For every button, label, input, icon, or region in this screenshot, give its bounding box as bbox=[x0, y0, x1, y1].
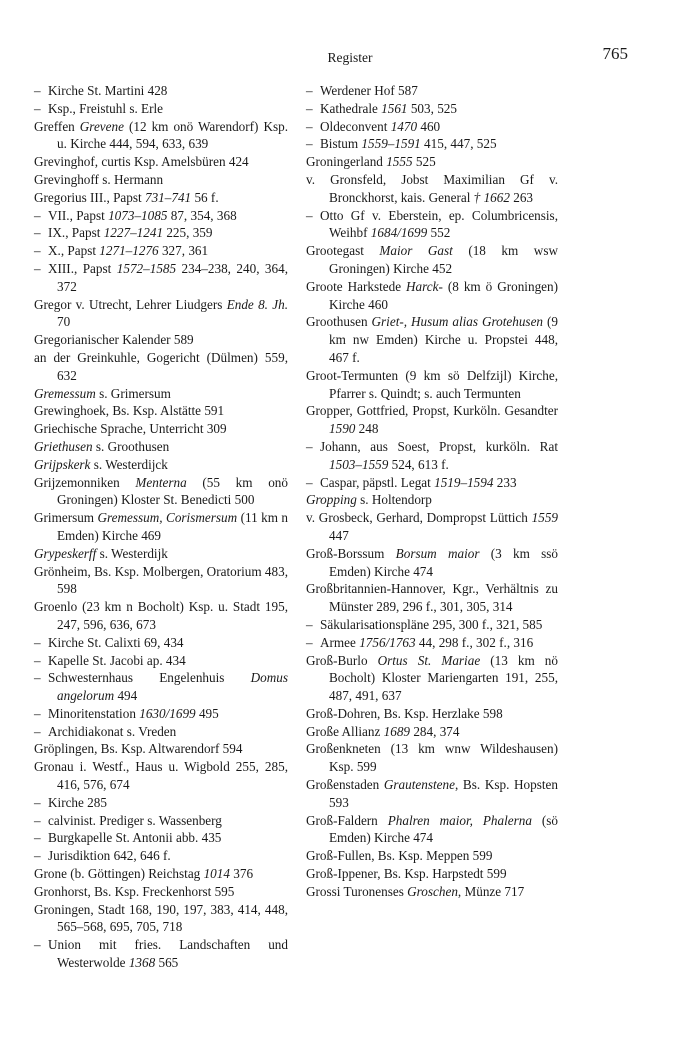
index-entry bbox=[34, 296, 288, 332]
entry-text: Grossi Turonenses bbox=[306, 883, 408, 899]
entry-text: Grijzemonniken bbox=[34, 474, 136, 490]
entry-text: Groningerland bbox=[306, 154, 387, 170]
entry-text: 87, 354, 368 bbox=[167, 207, 237, 223]
entry-italic-text: 1559 bbox=[531, 510, 558, 526]
entry-text: Archidiakonat s. Vreden bbox=[48, 723, 177, 739]
index-entry bbox=[306, 278, 558, 314]
entry-text: Groß-Dohren, Bs. Ksp. Herzlake 598 bbox=[306, 705, 503, 721]
entry-italic-text: 1227–1241 bbox=[103, 225, 164, 241]
entry-text: Oldeconvent bbox=[320, 118, 391, 134]
entry-text: s. Grimersum bbox=[95, 385, 171, 401]
subentry-dash: – bbox=[34, 652, 41, 668]
subentry-dash: – bbox=[34, 705, 41, 721]
entry-italic-text: 1470 bbox=[390, 118, 418, 134]
index-entry bbox=[34, 740, 288, 758]
entry-text: Werdener Hof 587 bbox=[320, 83, 418, 98]
entry-text: XIII., Papst bbox=[48, 260, 117, 276]
index-subentry bbox=[306, 634, 558, 652]
entry-text: (9 km nw Emden) Kirche u. Propstei 448, 467 f. bbox=[329, 314, 558, 365]
index-entry bbox=[306, 545, 558, 581]
entry-text: s. Westerdijck bbox=[90, 456, 168, 472]
entry-italic-text: Maior Gast bbox=[379, 243, 453, 259]
index-entry bbox=[34, 331, 288, 349]
index-subentry bbox=[306, 135, 558, 153]
entry-text: 552 bbox=[427, 225, 451, 241]
entry-text: (13 km nö Bocholt) Kloster Mariengarten 191, 255, 487, 491, 637 bbox=[329, 652, 558, 704]
entry-text: Greffen bbox=[34, 118, 80, 134]
subentry-dash: – bbox=[306, 634, 313, 650]
entry-italic-text: 1559–1591 bbox=[361, 136, 421, 152]
entry-text: Grevinghof, curtis Ksp. Amelsbüren 424 bbox=[34, 154, 249, 170]
entry-text: Grewinghoek, Bs. Ksp. Alstätte 591 bbox=[34, 403, 225, 419]
entry-italic-text: 1073–1085 bbox=[108, 207, 168, 223]
index-entry bbox=[306, 740, 558, 776]
entry-text: (3 km ssö Emden) Kirche 474 bbox=[329, 545, 558, 579]
entry-italic-text: 1519–1594 bbox=[434, 474, 494, 490]
entry-text: Große Allianz bbox=[306, 723, 384, 739]
entry-italic-text: Griethusen bbox=[34, 438, 93, 454]
index-subentry bbox=[34, 669, 288, 705]
entry-text: Kirche 285 bbox=[48, 794, 107, 810]
entry-italic-text: Gremessum, Corismersum bbox=[97, 510, 238, 526]
subentry-dash: – bbox=[34, 83, 41, 98]
entry-text: s. Holtendorp bbox=[356, 492, 432, 508]
entry-text: Grootegast bbox=[306, 243, 380, 259]
index-column-right bbox=[306, 82, 558, 901]
entry-text: Minoritenstation bbox=[48, 705, 140, 721]
entry-italic-text: Griet-, Husum alias Grotehusen bbox=[371, 314, 544, 330]
entry-text: v. Grosbeck, Gerhard, Dompropst Lüttich bbox=[306, 510, 532, 526]
index-subentry bbox=[34, 207, 288, 225]
entry-text: 234–238, 240, 364, 372 bbox=[57, 260, 289, 294]
entry-text: IX., Papst bbox=[48, 225, 104, 241]
index-subentry bbox=[34, 723, 288, 741]
subentry-dash: – bbox=[306, 83, 313, 98]
index-entry bbox=[306, 883, 558, 901]
entry-text: VII., Papst bbox=[48, 207, 109, 223]
entry-italic-text: 1756/1763 bbox=[359, 634, 416, 650]
index-subentry bbox=[34, 705, 288, 723]
index-entry bbox=[34, 153, 288, 171]
entry-text: Griechische Sprache, Unterricht 309 bbox=[34, 421, 227, 437]
index-subentry bbox=[34, 847, 288, 865]
entry-text: Burgkapelle St. Antonii abb. 435 bbox=[48, 830, 222, 846]
entry-text: Johann, aus Soest, Propst, kurköln. Rat bbox=[320, 438, 558, 454]
entry-italic-text: 1271–1276 bbox=[99, 243, 159, 259]
entry-italic-text: 1368 bbox=[128, 955, 156, 971]
index-entry bbox=[306, 153, 558, 171]
entry-text: (12 km onö Warendorf) Ksp. u. Kirche 444, 594, 633, 639 bbox=[57, 118, 288, 152]
entry-text: Großenstaden bbox=[306, 777, 384, 793]
entry-text: Caspar, päpstl. Legat bbox=[320, 474, 435, 490]
entry-text: Groothusen bbox=[306, 314, 372, 330]
entry-italic-text: Grypeskerff bbox=[34, 545, 97, 561]
entry-text: Kirche St. Martini 428 bbox=[48, 83, 168, 98]
entry-text: 248 bbox=[355, 421, 379, 437]
index-entry bbox=[34, 420, 288, 438]
entry-text: Groß-Borssum bbox=[306, 545, 396, 561]
index-entry bbox=[34, 171, 288, 189]
entry-italic-text: Ende 8. Jh. bbox=[226, 296, 288, 312]
index-entry bbox=[306, 776, 558, 812]
subentry-dash: – bbox=[306, 616, 313, 632]
entry-text: 376 bbox=[229, 866, 254, 882]
entry-italic-text: Borsum maior bbox=[395, 545, 480, 561]
index-entry bbox=[306, 491, 558, 509]
entry-text: Großbritannien-Hannover, Kgr., Verhältnis zu Münster 289, 296 f., 301, 305, 314 bbox=[306, 581, 558, 615]
entry-text: Grimersum bbox=[34, 510, 98, 526]
index-subentry bbox=[306, 474, 558, 492]
entry-text: Gregor v. Utrecht, Lehrer Liudgers bbox=[34, 296, 227, 312]
entry-text: 263 bbox=[509, 189, 534, 205]
index-subentry bbox=[34, 829, 288, 847]
entry-text: (8 km ö Groningen) Kirche 460 bbox=[329, 278, 558, 312]
index-subentry bbox=[34, 82, 288, 100]
entry-text: Kapelle St. Jacobi ap. 434 bbox=[48, 652, 186, 668]
subentry-dash: – bbox=[34, 794, 41, 810]
subentry-dash: – bbox=[34, 812, 41, 828]
entry-italic-text: Groschen bbox=[407, 883, 458, 899]
entry-text: (55 km onö Groningen) Kloster St. Benedicti 500 bbox=[57, 474, 288, 508]
index-subentry bbox=[306, 616, 558, 634]
entry-text: Gröplingen, Bs. Ksp. Altwarendorf 594 bbox=[34, 741, 243, 757]
index-column-left bbox=[34, 82, 288, 972]
entry-text: s. Westerdijk bbox=[96, 545, 168, 561]
entry-text: Ksp., Freistuhl s. Erle bbox=[48, 100, 164, 116]
entry-text: Jurisdiktion 642, 646 f. bbox=[48, 848, 171, 864]
index-entry bbox=[34, 349, 288, 385]
index-entry bbox=[34, 563, 288, 599]
entry-text: Grönheim, Bs. Ksp. Molbergen, Oratorium 483, 598 bbox=[34, 563, 288, 597]
entry-text: Groote Harkstede bbox=[306, 278, 407, 294]
entry-italic-text: Grevene bbox=[79, 118, 124, 134]
index-subentry bbox=[306, 438, 558, 474]
entry-italic-text: Ortus St. Mariae bbox=[377, 652, 481, 668]
index-entry bbox=[306, 509, 558, 545]
entry-text: 495 bbox=[195, 705, 219, 721]
entry-text: 503, 525 bbox=[407, 100, 457, 116]
entry-text: Groningen, Stadt 168, 190, 197, 383, 414, 448, 565–568, 695, 705, 718 bbox=[34, 901, 288, 935]
subentry-dash: – bbox=[34, 207, 41, 223]
subentry-dash: – bbox=[34, 634, 41, 650]
subentry-dash: – bbox=[306, 100, 313, 116]
entry-italic-text: 1630/1699 bbox=[139, 705, 196, 721]
entry-text: 565 bbox=[155, 955, 179, 971]
index-entry bbox=[306, 723, 558, 741]
index-subentry bbox=[306, 207, 558, 243]
index-entry bbox=[306, 402, 558, 438]
index-entry bbox=[306, 367, 558, 403]
page-number: 765 bbox=[602, 44, 628, 63]
entry-italic-text: Gremessum bbox=[34, 385, 96, 401]
subentry-dash: – bbox=[306, 207, 313, 223]
entry-text: Schwesternhaus Engelenhuis bbox=[48, 670, 251, 686]
index-entry bbox=[34, 865, 288, 883]
entry-italic-text: Phalren maior, Phalerna bbox=[387, 812, 532, 828]
index-entry bbox=[34, 385, 288, 403]
running-header-title: Register bbox=[327, 50, 373, 65]
entry-italic-text: 1503–1559 bbox=[329, 456, 389, 472]
subentry-dash: – bbox=[34, 937, 41, 953]
entry-text: v. Gronsfeld, Jobst Maximilian Gf v. Bronckhorst, kais. General bbox=[306, 171, 558, 205]
index-entry bbox=[306, 812, 558, 848]
index-entry bbox=[34, 901, 288, 937]
subentry-dash: – bbox=[306, 438, 313, 454]
entry-text: 494 bbox=[114, 688, 138, 704]
index-entry bbox=[34, 438, 288, 456]
subentry-dash: – bbox=[34, 225, 41, 241]
index-subentry bbox=[34, 634, 288, 652]
entry-italic-text: Gropping bbox=[306, 492, 357, 508]
entry-text: Bistum bbox=[320, 136, 362, 152]
entry-text: 44, 298 f., 302 f., 316 bbox=[415, 634, 534, 650]
index-entry bbox=[34, 189, 288, 207]
entry-text: X., Papst bbox=[48, 243, 100, 259]
index-entry bbox=[34, 118, 288, 154]
entry-text: Säkularisationspläne 295, 300 f., 321, 585 bbox=[320, 616, 543, 632]
entry-text: (11 km n Emden) Kirche 469 bbox=[57, 510, 288, 543]
entry-text: (18 km wsw Groningen) Kirche 452 bbox=[329, 243, 558, 276]
entry-italic-text: 1561 bbox=[381, 100, 408, 116]
entry-text: Union mit fries. Landschaften und Westerwolde bbox=[48, 937, 288, 971]
entry-italic-text: 1689 bbox=[383, 723, 411, 739]
entry-text: Gregorianischer Kalender 589 bbox=[34, 332, 194, 348]
index-subentry bbox=[34, 224, 288, 242]
index-entry bbox=[34, 598, 288, 634]
entry-text: Kirche St. Calixti 69, 434 bbox=[48, 634, 184, 650]
entry-text: Großenkneten (13 km wnw Wildeshausen) Ksp. 599 bbox=[306, 741, 558, 775]
entry-text: Gregorius III., Papst bbox=[34, 189, 145, 205]
index-entry bbox=[306, 580, 558, 616]
entry-text: 225, 359 bbox=[163, 225, 213, 241]
entry-text: Kathedrale bbox=[320, 100, 382, 116]
entry-text: , Bs. Ksp. Hopsten 593 bbox=[329, 777, 558, 810]
subentry-dash: – bbox=[34, 100, 41, 116]
entry-italic-text: 1572–1585 bbox=[116, 260, 177, 276]
entry-text: s. Groothusen bbox=[92, 438, 170, 454]
index-entry bbox=[34, 456, 288, 474]
entry-italic-text: 731–741 bbox=[144, 189, 192, 205]
entry-text: , Münze 717 bbox=[457, 883, 525, 899]
entry-text: (sö Emden) Kirche 474 bbox=[329, 812, 559, 846]
entry-text: Gropper, Gottfried, Propst, Kurköln. Gesandter bbox=[306, 403, 558, 419]
index-subentry bbox=[34, 812, 288, 830]
entry-italic-text: Menterna bbox=[135, 474, 187, 490]
entry-italic-text: Grijpskerk bbox=[34, 456, 91, 472]
entry-italic-text: 1590 bbox=[329, 421, 356, 437]
entry-text: Groß-Ippener, Bs. Ksp. Harpstedt 599 bbox=[306, 866, 507, 882]
entry-text: Groenlo (23 km n Bocholt) Ksp. u. Stadt 195, 247, 596, 636, 673 bbox=[34, 599, 288, 632]
index-entry bbox=[34, 758, 288, 794]
index-subentry bbox=[34, 260, 288, 296]
index-entry bbox=[306, 847, 558, 865]
subentry-dash: – bbox=[306, 136, 313, 152]
index-entry bbox=[34, 474, 288, 510]
index-entry bbox=[34, 402, 288, 420]
entry-text: 56 f. bbox=[191, 189, 219, 205]
index-subentry bbox=[306, 100, 558, 118]
entry-italic-text: 1684/1699 bbox=[370, 225, 428, 241]
index-entry bbox=[34, 509, 288, 545]
subentry-dash: – bbox=[34, 723, 41, 739]
index-subentry bbox=[306, 82, 558, 100]
entry-italic-text: 1014 bbox=[203, 866, 230, 882]
index-entry bbox=[306, 705, 558, 723]
index-subentry bbox=[34, 794, 288, 812]
entry-text: 327, 361 bbox=[158, 243, 209, 259]
entry-italic-text: † 1662 bbox=[473, 189, 510, 205]
subentry-dash: – bbox=[34, 830, 41, 846]
entry-text: Gronau i. Westf., Haus u. Wigbold 255, 285, 416, 576, 674 bbox=[34, 759, 288, 793]
index-entry bbox=[34, 545, 288, 563]
entry-text: 447 bbox=[329, 527, 349, 543]
entry-italic-text: Domus angelorum bbox=[57, 670, 288, 704]
subentry-dash: – bbox=[306, 474, 313, 490]
entry-text: Grevinghoff s. Hermann bbox=[34, 171, 164, 187]
entry-text: 284, 374 bbox=[410, 723, 460, 739]
index-subentry bbox=[34, 100, 288, 118]
entry-text: 233 bbox=[493, 474, 517, 490]
entry-italic-text: Harck- bbox=[406, 278, 443, 294]
subentry-dash: – bbox=[34, 260, 41, 276]
entry-text: Groß-Faldern bbox=[306, 812, 388, 828]
entry-text: Otto Gf v. Eberstein, ep. Columbricensis, Weihbf bbox=[320, 207, 558, 241]
entry-text: Gronhorst, Bs. Ksp. Freckenhorst 595 bbox=[34, 883, 235, 899]
entry-text: 70 bbox=[57, 314, 71, 330]
subentry-dash: – bbox=[34, 670, 41, 686]
index-entry bbox=[306, 652, 558, 705]
entry-italic-text: Grautenstene bbox=[383, 777, 455, 793]
index-entry bbox=[306, 313, 558, 366]
index-entry bbox=[306, 865, 558, 883]
subentry-dash: – bbox=[34, 243, 41, 259]
index-subentry bbox=[34, 242, 288, 260]
entry-text: 524, 613 f. bbox=[388, 456, 449, 472]
entry-text: 525 bbox=[412, 154, 436, 170]
entry-text: 415, 447, 525 bbox=[420, 136, 497, 152]
entry-text: Groß-Fullen, Bs. Ksp. Meppen 599 bbox=[306, 848, 493, 864]
index-subentry bbox=[306, 118, 558, 136]
entry-text: Groß-Burlo bbox=[306, 652, 378, 668]
entry-text: an der Greinkuhle, Gogericht (Dülmen) 559, 632 bbox=[34, 349, 288, 383]
index-entry bbox=[306, 242, 558, 278]
index-subentry bbox=[34, 936, 288, 972]
subentry-dash: – bbox=[34, 848, 41, 864]
entry-text: Armee bbox=[320, 634, 360, 650]
index-entry bbox=[306, 171, 558, 207]
entry-text: 460 bbox=[417, 118, 441, 134]
index-subentry bbox=[34, 652, 288, 670]
entry-italic-text: 1555 bbox=[386, 154, 413, 170]
entry-text: calvinist. Prediger s. Wassenberg bbox=[48, 812, 222, 828]
entry-text: Groot-Termunten (9 km sö Delfzijl) Kirche, Pfarrer s. Quindt; s. auch Termunten bbox=[306, 367, 558, 401]
index-entry bbox=[34, 883, 288, 901]
subentry-dash: – bbox=[306, 118, 313, 134]
entry-text: Grone (b. Göttingen) Reichstag bbox=[34, 866, 204, 882]
